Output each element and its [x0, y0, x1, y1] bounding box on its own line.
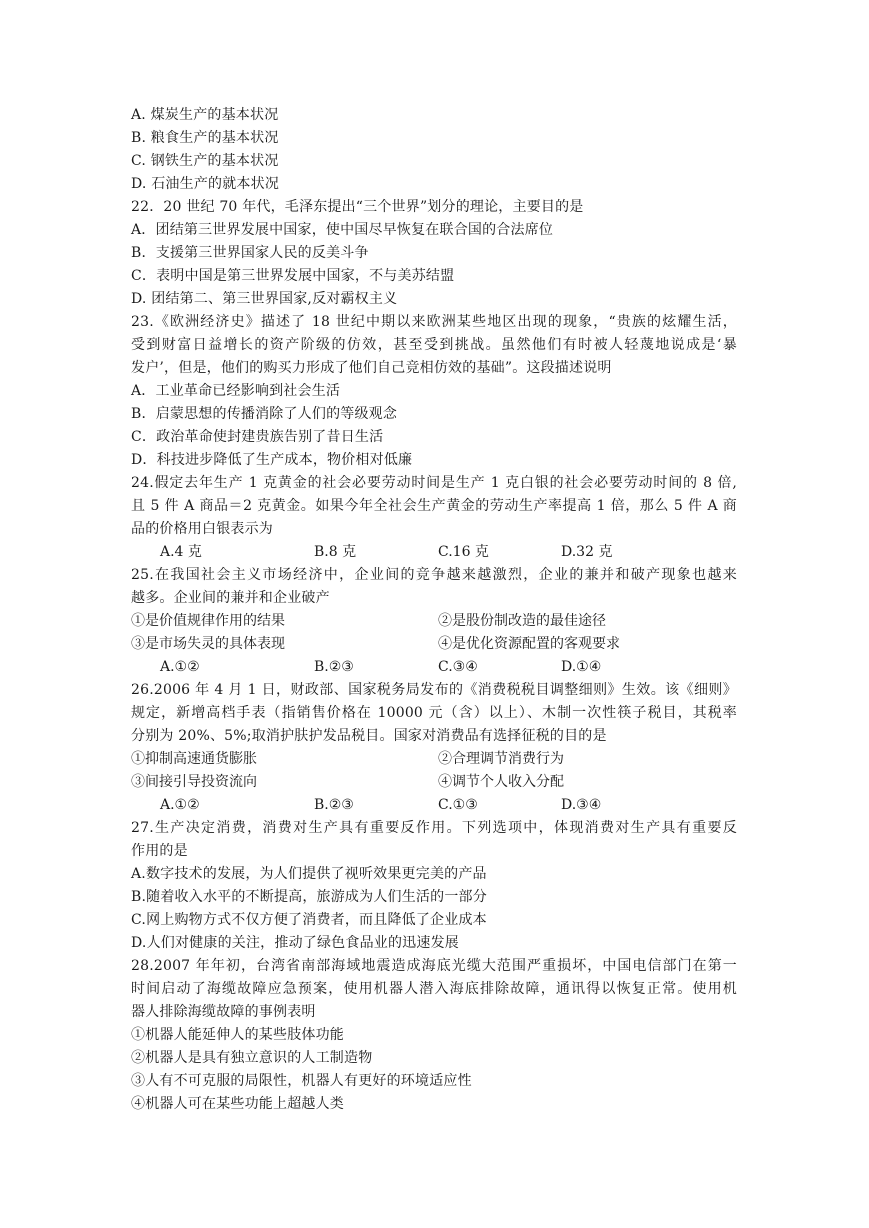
q22-option-a: A．团结第三世界发展中国家，使中国尽早恢复在联合国的合法席位: [131, 222, 554, 238]
q27-stem-line-1: 27.生产决定消费，消费对生产具有重要反作用。下列选项中，体现消费对生产具有重要反: [131, 820, 737, 836]
q24-option-a: A.4 克: [160, 544, 202, 560]
q21-option-d: D. 石油生产的就本状况: [131, 176, 280, 192]
q25-statement-3: ③是市场失灵的具体表现: [131, 636, 285, 652]
q24-option-b: B.8 克: [314, 544, 357, 560]
q25-option-a: A.①②: [160, 659, 200, 675]
q25-stem-line-1: 25.在我国社会主义市场经济中，企业间的竞争越来越激烈，企业的兼并和破产现象也越来: [131, 567, 737, 583]
q23-option-c: C．政治革命使封建贵族告别了昔日生活: [131, 429, 384, 445]
q25-option-c: C.③④: [438, 659, 478, 675]
q27-option-a: A.数字技术的发展，为人们提供了视听效果更完美的产品: [131, 866, 487, 882]
q27-option-d: D.人们对健康的关注，推动了绿色食品业的迅速发展: [131, 935, 459, 951]
q28-stem-line-3: 器人排除海缆故障的事例表明: [131, 1004, 316, 1020]
q28-stem-line-1: 28.2007 年年初，台湾省南部海域地震造成海底光缆大范围严重损坏，中国电信部门在第一: [131, 958, 737, 974]
q23-option-b: B．启蒙思想的传播消除了人们的等级观念: [131, 406, 398, 422]
q28-statement-1: ①机器人能延伸人的某些肢体功能: [131, 1027, 344, 1043]
q21-option-a: A. 煤炭生产的基本状况: [131, 107, 279, 123]
q26-option-c: C.①③: [438, 797, 478, 813]
q28-statement-2: ②机器人是具有独立意识的人工制造物: [131, 1050, 373, 1066]
q23-stem-line-3: 发户’，但是，他们的购买力形成了他们自己竞相仿效的基础”。这段描述说明: [131, 360, 612, 376]
q26-stem-line-2: 规定，新增高档手表（指销售价格在 10000 元（含）以上）、木制一次性筷子税目，其税率: [131, 705, 737, 721]
q27-option-c: C.网上购物方式不仅方便了消费者，而且降低了企业成本: [131, 912, 487, 928]
q28-statement-3: ③人有不可克服的局限性，机器人有更好的环境适应性: [131, 1073, 472, 1089]
q28-statement-4: ④机器人可在某些功能上超越人类: [131, 1096, 344, 1112]
q26-statement-2: ②合理调节消费行为: [438, 751, 564, 767]
q26-stem-line-3: 分别为 20%、5%;取消护肤护发品税目。国家对消费品有选择征税的目的是: [131, 728, 607, 744]
q26-statement-4: ④调节个人收入分配: [438, 774, 564, 790]
q23-option-d: D．科技进步降低了生产成本，物价相对低廉: [131, 452, 413, 468]
q26-option-a: A.①②: [160, 797, 200, 813]
q23-stem-line-1: 23.《欧洲经济史》描述了 18 世纪中期以来欧洲某些地区出现的现象，“贵族的炫耀生活，: [131, 314, 737, 330]
q21-option-b: B. 粮食生产的基本状况: [131, 130, 279, 146]
q24-stem-line-2: 且 5 件 A 商品＝2 克黄金。如果今年全社会生产黄金的劳动生产率提高 1 倍，那么 5 件 A 商: [131, 498, 737, 514]
q22-option-c: C．表明中国是第三世界发展中国家，不与美苏结盟: [131, 268, 455, 284]
q27-option-b: B.随着收入水平的不断提高，旅游成为人们生活的一部分: [131, 889, 487, 905]
q22-stem: 22．20 世纪 70 年代，毛泽东提出“三个世界”划分的理论，主要目的是: [131, 199, 584, 215]
q26-stem-line-1: 26.2006 年 4 月 1 日，财政部、国家税务局发布的《消费税税目调整细则》生效。该《细则》: [131, 682, 737, 698]
q27-stem-line-2: 作用的是: [131, 843, 188, 859]
q24-option-c: C.16 克: [438, 544, 489, 560]
q23-option-a: A．工业革命已经影响到社会生活: [131, 383, 341, 399]
q25-statement-4: ④是优化资源配置的客观要求: [438, 636, 620, 652]
q26-statement-3: ③间接引导投资流向: [131, 774, 257, 790]
q26-statement-1: ①抑制高速通货膨胀: [131, 751, 257, 767]
q22-option-b: B．支援第三世界国家人民的反美斗争: [131, 245, 369, 261]
q23-stem-line-2: 受到财富日益增长的资产阶级的仿效，甚至受到挑战。虽然他们有时被人轻蔑地说成是‘暴: [131, 337, 737, 353]
q25-stem-line-2: 越多。企业间的兼并和企业破产: [131, 590, 330, 606]
q25-option-d: D.①④: [561, 659, 602, 675]
q24-stem-line-3: 品的价格用白银表示为: [131, 521, 273, 537]
q24-option-d: D.32 克: [561, 544, 613, 560]
q25-option-b: B.②③: [314, 659, 354, 675]
q22-option-d: D. 团结第二、第三世界国家,反对霸权主义: [131, 291, 398, 307]
q26-option-d: D.③④: [561, 797, 602, 813]
q24-stem-line-1: 24.假定去年生产 1 克黄金的社会必要劳动时间是生产 1 克白银的社会必要劳动时间的 8 倍,: [131, 475, 737, 491]
q25-statement-1: ①是价值规律作用的结果: [131, 613, 285, 629]
q26-option-b: B.②③: [314, 797, 354, 813]
q28-stem-line-2: 时间启动了海缆故障应急预案，使用机器人潜入海底排除故障，通讯得以恢复正常。使用机: [131, 981, 737, 997]
q21-option-c: C. 钢铁生产的基本状况: [131, 153, 279, 169]
q25-statement-2: ②是股份制改造的最佳途径: [438, 613, 606, 629]
